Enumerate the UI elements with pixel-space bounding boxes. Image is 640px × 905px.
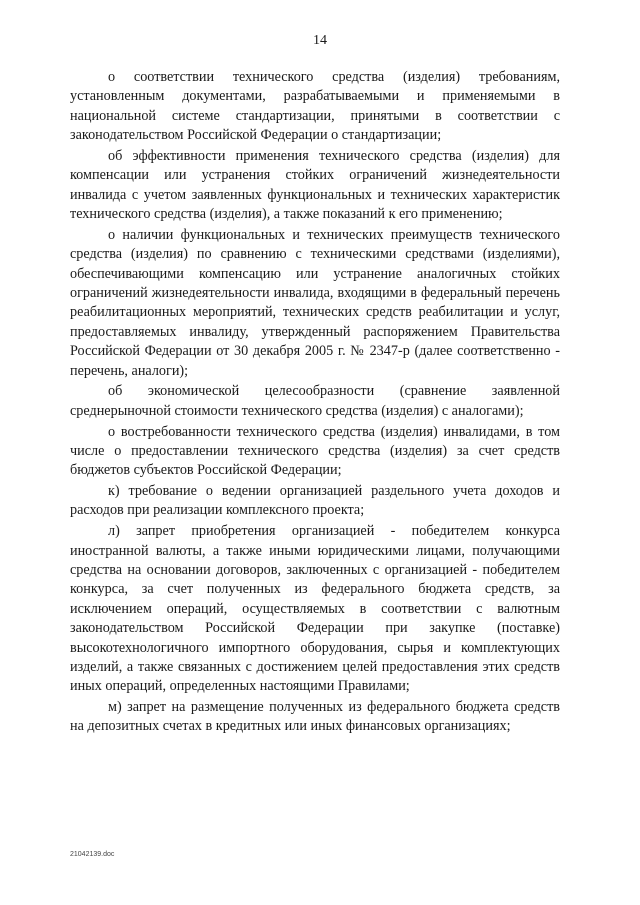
document-body xyxy=(70,68,560,738)
paragraph: о соответствии технического средства (изделия) требованиям, установленным документами, разрабатываемыми и применяемыми в национальной системе стандартизации, принятыми в соответствии с законодательством Российской Федерации о стандартизации; xyxy=(70,69,560,144)
paragraph: м) запрет на размещение полученных из федерального бюджета средств на депозитных счетах в кредитных или иных финансовых организациях; xyxy=(70,699,560,735)
page-number: 14 xyxy=(313,33,327,48)
paragraph: о востребованности технического средства (изделия) инвалидами, в том числе о предоставлении технического средства (изделия) за счет средств бюджетов субъектов Российской Федерации; xyxy=(70,423,560,479)
paragraph: об эффективности применения технического средства (изделия) для компенсации или устранения стойких ограничений жизнедеятельности инвалида с учетом заявленных функциональных и технических характеристик технического средства (изделия), а также показаний к его применению; xyxy=(70,147,560,223)
paragraph: к) требование о ведении организацией раздельного учета доходов и расходов при реализации комплексного проекта; xyxy=(70,483,560,519)
paragraph: об экономической целесообразности (сравнение заявленной среднерыночной стоимости технического средства (изделия) с аналогами); xyxy=(70,383,560,419)
paragraph: л) запрет приобретения организацией - победителем конкурса иностранной валюты, а также иными юридическими лицами, получающими средства на основании договоров, заключенных с организацией - победителем конкурса, за счет полученных из федерального бюджета средств, за исключением операций, осуществляемых в соответствии с валютным законодательством Российской Федерации при закупке (поставке) высокотехнологичного импортного оборудования, сырья и комплектующих изделий, а также связанных с достижением целей предоставления этих средств иных операций, определенных настоящими Правилами; xyxy=(70,523,560,695)
document-filename: 21042139.doc xyxy=(70,851,115,858)
paragraph: о наличии функциональных и технических преимуществ технического средства (изделия) по сравнению с техническими средствами (изделиями), обеспечивающими компенсацию или устранение аналогичных стойких ограничений жизнедеятельности инвалида, входящими в федеральный перечень реабилитационных мероприятий, технических средств реабилитации и услуг, предоставляемых инвалиду, утвержденный распоряжением Правительства Российской Федерации от 30 декабря 2005 г. № 2347-р (далее соответственно - перечень, аналоги); xyxy=(70,226,560,379)
